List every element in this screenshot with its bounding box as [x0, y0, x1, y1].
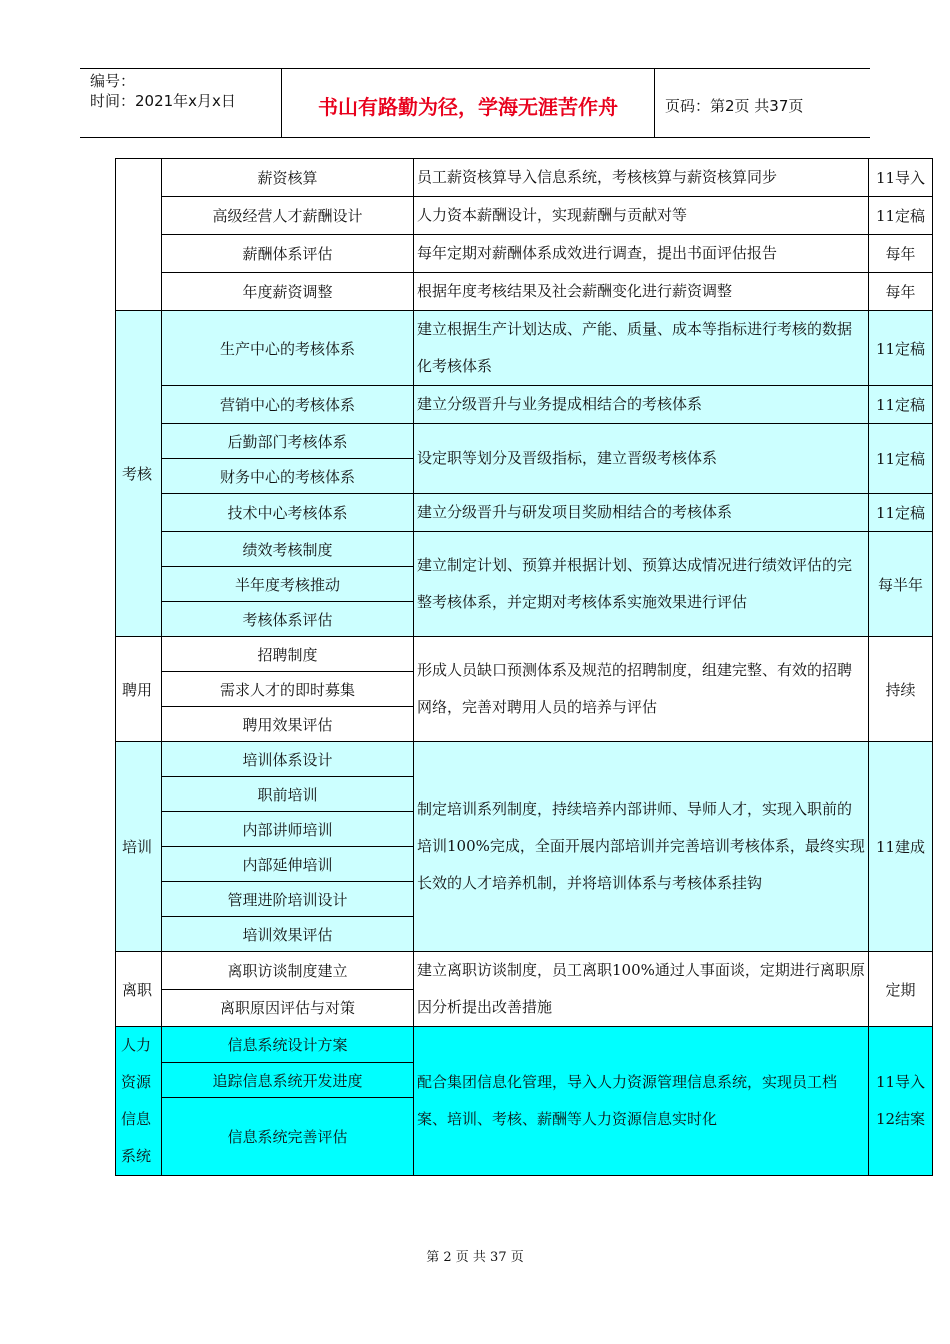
time-cell: 11导入12结案 — [869, 1027, 933, 1176]
category-cell: 人力资源信息系统 — [116, 1027, 162, 1176]
table-row — [116, 494, 933, 532]
desc-cell: 设定职等划分及晋级指标，建立晋级考核体系 — [414, 424, 869, 494]
desc-cell: 制定培训系列制度，持续培养内部讲师、导师人才，实现入职前的培训100%完成，全面开展内部培训并完善培训考核体系，最终实现长效的人才培养机制，并将培训体系与考核体系挂钩 — [414, 742, 869, 952]
time-cell: 11定稿 — [869, 386, 933, 424]
page-footer: 第 2 页 共 37 页 — [426, 1250, 524, 1265]
desc-cell: 建立分级晋升与研发项目奖励相结合的考核体系 — [414, 494, 869, 532]
time-cell: 每年 — [869, 273, 933, 311]
motto: 书山有路勤为径，学海无涯苦作舟 — [282, 69, 655, 137]
time-cell: 每半年 — [869, 532, 933, 637]
hr-plan-table — [115, 158, 933, 1176]
item-cell: 招聘制度 — [162, 637, 414, 672]
table-row — [116, 952, 933, 990]
category-cell: 培训 — [116, 742, 162, 952]
desc-cell: 形成人员缺口预测体系及规范的招聘制度，组建完整、有效的招聘网络，完善对聘用人员的培养与评估 — [414, 637, 869, 742]
item-cell: 考核体系评估 — [162, 602, 414, 637]
item-cell: 薪资核算 — [162, 159, 414, 197]
time-cell: 持续 — [869, 637, 933, 742]
time-cell: 11建成 — [869, 742, 933, 952]
item-cell: 聘用效果评估 — [162, 707, 414, 742]
item-cell: 信息系统设计方案 — [162, 1027, 414, 1063]
item-cell: 内部延伸培训 — [162, 847, 414, 882]
time-cell: 定期 — [869, 952, 933, 1027]
document-header — [80, 68, 870, 138]
item-cell: 生产中心的考核体系 — [162, 311, 414, 386]
item-cell: 职前培训 — [162, 777, 414, 812]
item-cell: 需求人才的即时募集 — [162, 672, 414, 707]
number-label: 编号： — [90, 72, 136, 90]
time-cell: 每年 — [869, 235, 933, 273]
table-row — [116, 1027, 933, 1063]
table-row — [116, 742, 933, 777]
table-row — [116, 424, 933, 459]
page-label: 页码：第2页 共37页 — [665, 96, 804, 115]
category-cell: 考核 — [116, 311, 162, 637]
item-cell: 高级经营人才薪酬设计 — [162, 197, 414, 235]
item-cell: 薪酬体系评估 — [162, 235, 414, 273]
time-cell: 11导入 — [869, 159, 933, 197]
desc-cell: 建立离职访谈制度，员工离职100%通过人事面谈，定期进行离职原因分析提出改善措施 — [414, 952, 869, 1027]
item-cell: 后勤部门考核体系 — [162, 424, 414, 459]
table-row — [116, 532, 933, 567]
item-cell: 绩效考核制度 — [162, 532, 414, 567]
desc-cell: 每年定期对薪酬体系成效进行调查，提出书面评估报告 — [414, 235, 869, 273]
desc-cell: 人力资本薪酬设计，实现薪酬与贡献对等 — [414, 197, 869, 235]
item-cell: 营销中心的考核体系 — [162, 386, 414, 424]
item-cell: 离职原因评估与对策 — [162, 989, 414, 1027]
desc-cell: 建立分级晋升与业务提成相结合的考核体系 — [414, 386, 869, 424]
item-cell: 管理进阶培训设计 — [162, 882, 414, 917]
table-row — [116, 311, 933, 386]
item-cell: 半年度考核推动 — [162, 567, 414, 602]
time-label: 时间：2021年x月x日 — [90, 92, 236, 110]
time-cell: 11定稿 — [869, 494, 933, 532]
item-cell: 技术中心考核体系 — [162, 494, 414, 532]
table-row — [116, 273, 933, 311]
item-cell: 年度薪资调整 — [162, 273, 414, 311]
item-cell: 信息系统完善评估 — [162, 1098, 414, 1176]
item-cell: 内部讲师培训 — [162, 812, 414, 847]
time-cell: 11定稿 — [869, 424, 933, 494]
category-cell: 离职 — [116, 952, 162, 1027]
item-cell: 培训体系设计 — [162, 742, 414, 777]
table-row — [116, 637, 933, 672]
table-row — [116, 235, 933, 273]
item-cell: 培训效果评估 — [162, 917, 414, 952]
time-cell: 11定稿 — [869, 197, 933, 235]
item-cell: 财务中心的考核体系 — [162, 459, 414, 494]
desc-cell: 配合集团信息化管理，导入人力资源管理信息系统，实现员工档案、培训、考核、薪酬等人力资源信息实时化 — [414, 1027, 869, 1176]
category-cell — [116, 159, 162, 311]
table-row — [116, 386, 933, 424]
table-row — [116, 197, 933, 235]
item-cell: 离职访谈制度建立 — [162, 952, 414, 990]
desc-cell: 建立制定计划、预算并根据计划、预算达成情况进行绩效评估的完整考核体系，并定期对考核体系实施效果进行评估 — [414, 532, 869, 637]
time-cell: 11定稿 — [869, 311, 933, 386]
table-row — [116, 159, 933, 197]
desc-cell: 根据年度考核结果及社会薪酬变化进行薪资调整 — [414, 273, 869, 311]
desc-cell: 员工薪资核算导入信息系统，考核核算与薪资核算同步 — [414, 159, 869, 197]
item-cell: 追踪信息系统开发进度 — [162, 1062, 414, 1098]
category-cell: 聘用 — [116, 637, 162, 742]
desc-cell: 建立根据生产计划达成、产能、质量、成本等指标进行考核的数据化考核体系 — [414, 311, 869, 386]
header-meta — [80, 69, 282, 137]
